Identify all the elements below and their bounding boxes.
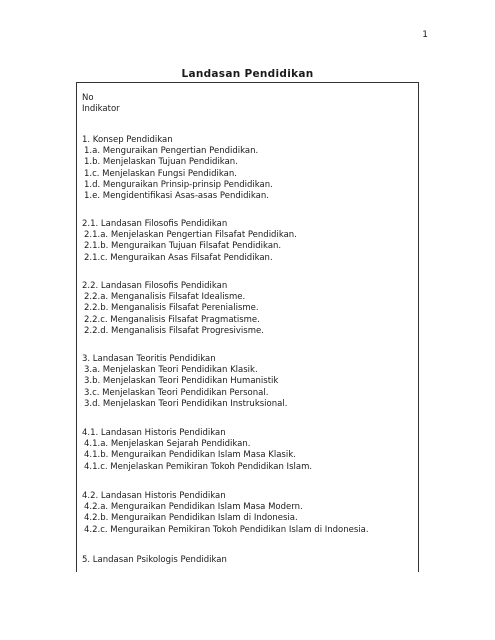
header-no: No bbox=[82, 93, 94, 103]
section-heading: 2.2. Landasan Filosofis Pendidikan bbox=[82, 281, 228, 291]
list-item: 4.2.c. Menguraikan Pemikiran Tokoh Pendidikan Islam di Indonesia. bbox=[84, 524, 369, 535]
section-historis-1 bbox=[82, 428, 312, 473]
list-item: 1.d. Menguraikan Prinsip-prinsip Pendidikan. bbox=[84, 179, 273, 190]
section-heading: 1. Konsep Pendidikan bbox=[82, 135, 173, 145]
section-psikologis bbox=[82, 555, 227, 566]
list-item: 4.2.a. Menguraikan Pendidikan Islam Masa Modern. bbox=[84, 502, 303, 513]
list-item: 1.b. Menjelaskan Tujuan Pendidikan. bbox=[84, 157, 238, 168]
list-item: 2.1.a. Menjelaskan Pengertian Filsafat Pendidikan. bbox=[84, 230, 297, 241]
table-header bbox=[82, 93, 120, 115]
list-item: 2.2.c. Menganalisis Filsafat Pragmatisme. bbox=[84, 314, 260, 325]
section-heading: 3. Landasan Teoritis Pendidikan bbox=[82, 354, 216, 364]
list-item: 1.a. Menguraikan Pengertian Pendidikan. bbox=[84, 146, 259, 157]
section-teoritis bbox=[82, 354, 287, 410]
list-item: 2.2.a. Menganalisis Filsafat Idealisme. bbox=[84, 292, 246, 303]
list-item: 2.1.c. Menguraikan Asas Filsafat Pendidikan. bbox=[84, 252, 273, 263]
section-filosofis-1 bbox=[82, 219, 297, 264]
list-item: 2.2.d. Menganalisis Filsafat Progresivisme. bbox=[84, 325, 264, 336]
section-filosofis-2 bbox=[82, 281, 264, 337]
list-item: 2.1.b. Menguraikan Tujuan Filsafat Pendidikan. bbox=[84, 241, 282, 252]
list-item: 3.d. Menjelaskan Teori Pendidikan Instruksional. bbox=[84, 398, 288, 409]
page-number: 1 bbox=[422, 30, 428, 40]
list-item: 1.e. Mengidentifikasi Asas-asas Pendidikan. bbox=[84, 191, 269, 202]
list-item: 4.2.b. Menguraikan Pendidikan Islam di Indonesia. bbox=[84, 513, 298, 524]
header-indikator: Indikator bbox=[82, 104, 120, 114]
list-item: 2.2.b. Menganalisis Filsafat Perenialisme. bbox=[84, 303, 259, 314]
list-item: 4.1.a. Menjelaskan Sejarah Pendidikan. bbox=[84, 439, 251, 450]
list-item: 4.1.b. Menguraikan Pendidikan Islam Masa Klasik. bbox=[84, 450, 296, 461]
section-heading: 2.1. Landasan Filosofis Pendidikan bbox=[82, 219, 228, 229]
list-item: 4.1.c. Menjelaskan Pemikiran Tokoh Pendidikan Islam. bbox=[84, 461, 313, 472]
section-heading: 4.2. Landasan Historis Pendidikan bbox=[82, 491, 226, 501]
document-title: Landasan Pendidikan bbox=[181, 68, 314, 80]
section-heading: 4.1. Landasan Historis Pendidikan bbox=[82, 428, 226, 438]
indicator-table bbox=[76, 82, 419, 572]
list-item: 3.a. Menjelaskan Teori Pendidikan Klasik. bbox=[84, 365, 258, 376]
section-historis-2 bbox=[82, 491, 369, 536]
list-item: 1.c. Menjelaskan Fungsi Pendidikan. bbox=[84, 168, 237, 179]
section-konsep-pendidikan bbox=[82, 135, 273, 202]
section-heading: 5. Landasan Psikologis Pendidikan bbox=[82, 555, 227, 565]
list-item: 3.b. Menjelaskan Teori Pendidikan Humanistik bbox=[84, 376, 279, 387]
list-item: 3.c. Menjelaskan Teori Pendidikan Personal. bbox=[84, 387, 269, 398]
